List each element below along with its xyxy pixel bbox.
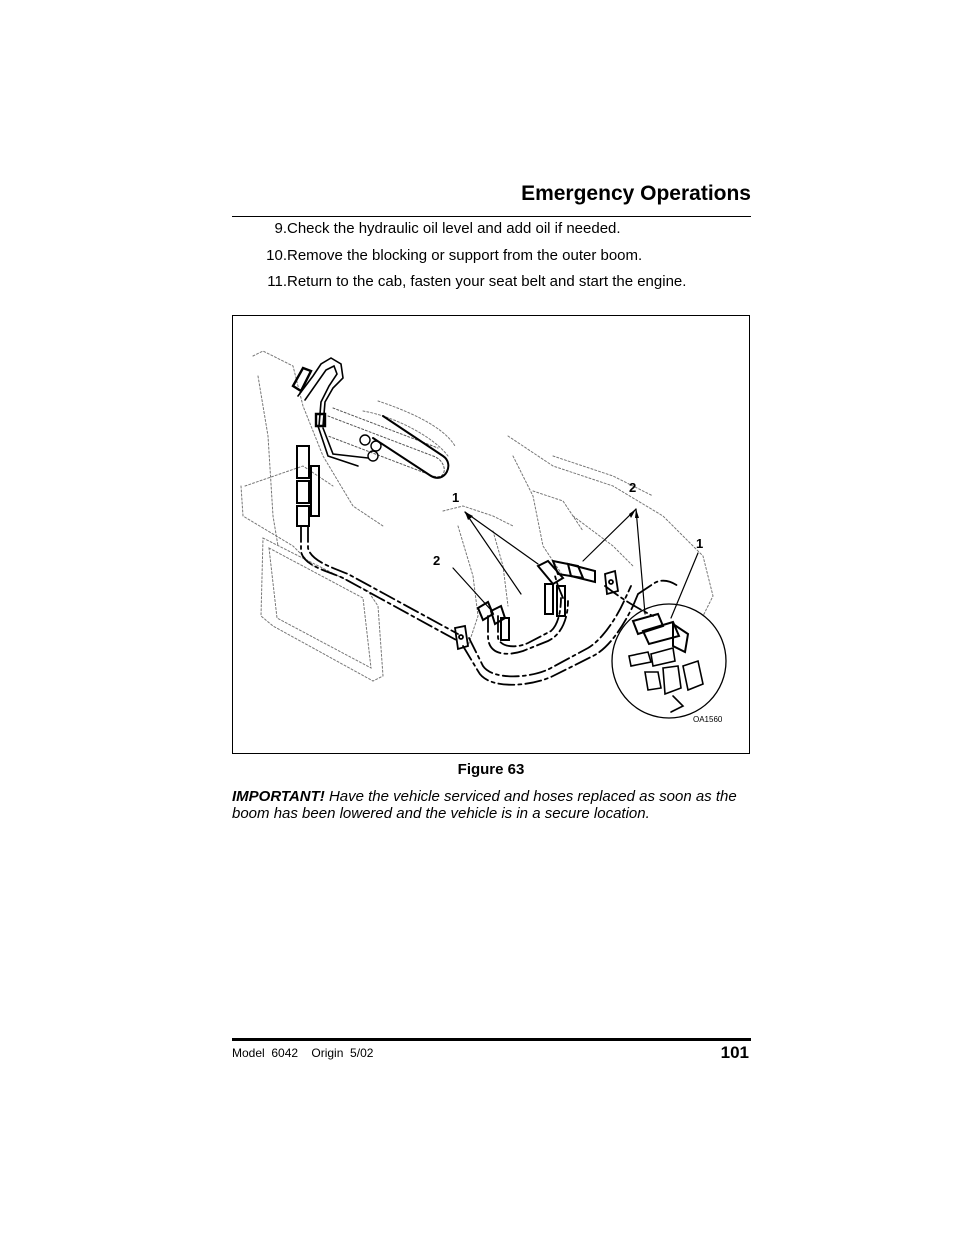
step-number: 9. [274, 220, 287, 237]
detail-inset [612, 604, 726, 718]
figure-code: OA1560 [693, 715, 723, 724]
important-text: Have the vehicle serviced and hoses replaced as soon as the boom has been lowered and the vehicle is in a secure location. [232, 788, 737, 822]
callout-leaders [453, 509, 698, 618]
title-rule [232, 216, 751, 217]
step-item [232, 220, 751, 238]
step-number: 11. [267, 273, 287, 290]
step-item [232, 247, 751, 265]
figure-box [232, 315, 750, 754]
step-text: Return to the cab, fasten your seat belt and start the engine. [287, 273, 687, 290]
cylinder-body [373, 416, 448, 478]
step-item [232, 273, 751, 291]
important-label: IMPORTANT! [232, 788, 325, 805]
procedure-steps [232, 220, 751, 300]
hydraulic-hose-illustration [233, 316, 749, 753]
callout-arrowheads [465, 509, 639, 520]
vertical-fittings-column [297, 446, 319, 526]
right-fittings [633, 614, 688, 652]
callout-1-right: 1 [696, 536, 704, 551]
footer-model-origin: Model 6042 Origin 5/02 [232, 1046, 374, 1060]
center-fittings [478, 561, 595, 640]
important-notice [232, 788, 752, 822]
callout-1-left: 1 [452, 490, 460, 505]
page-number: 101 [720, 1043, 749, 1062]
step-text: Remove the blocking or support from the outer boom. [287, 246, 643, 264]
callout-2-left: 2 [433, 553, 441, 568]
figure-caption: Figure 63 [457, 761, 525, 778]
footer-rule [232, 1038, 751, 1041]
section-title: Emergency Operations [521, 182, 751, 205]
step-text: Check the hydraulic oil level and add oil if needed. [287, 220, 621, 237]
step-number: 10. [266, 246, 287, 264]
callout-2-right: 2 [629, 480, 637, 495]
